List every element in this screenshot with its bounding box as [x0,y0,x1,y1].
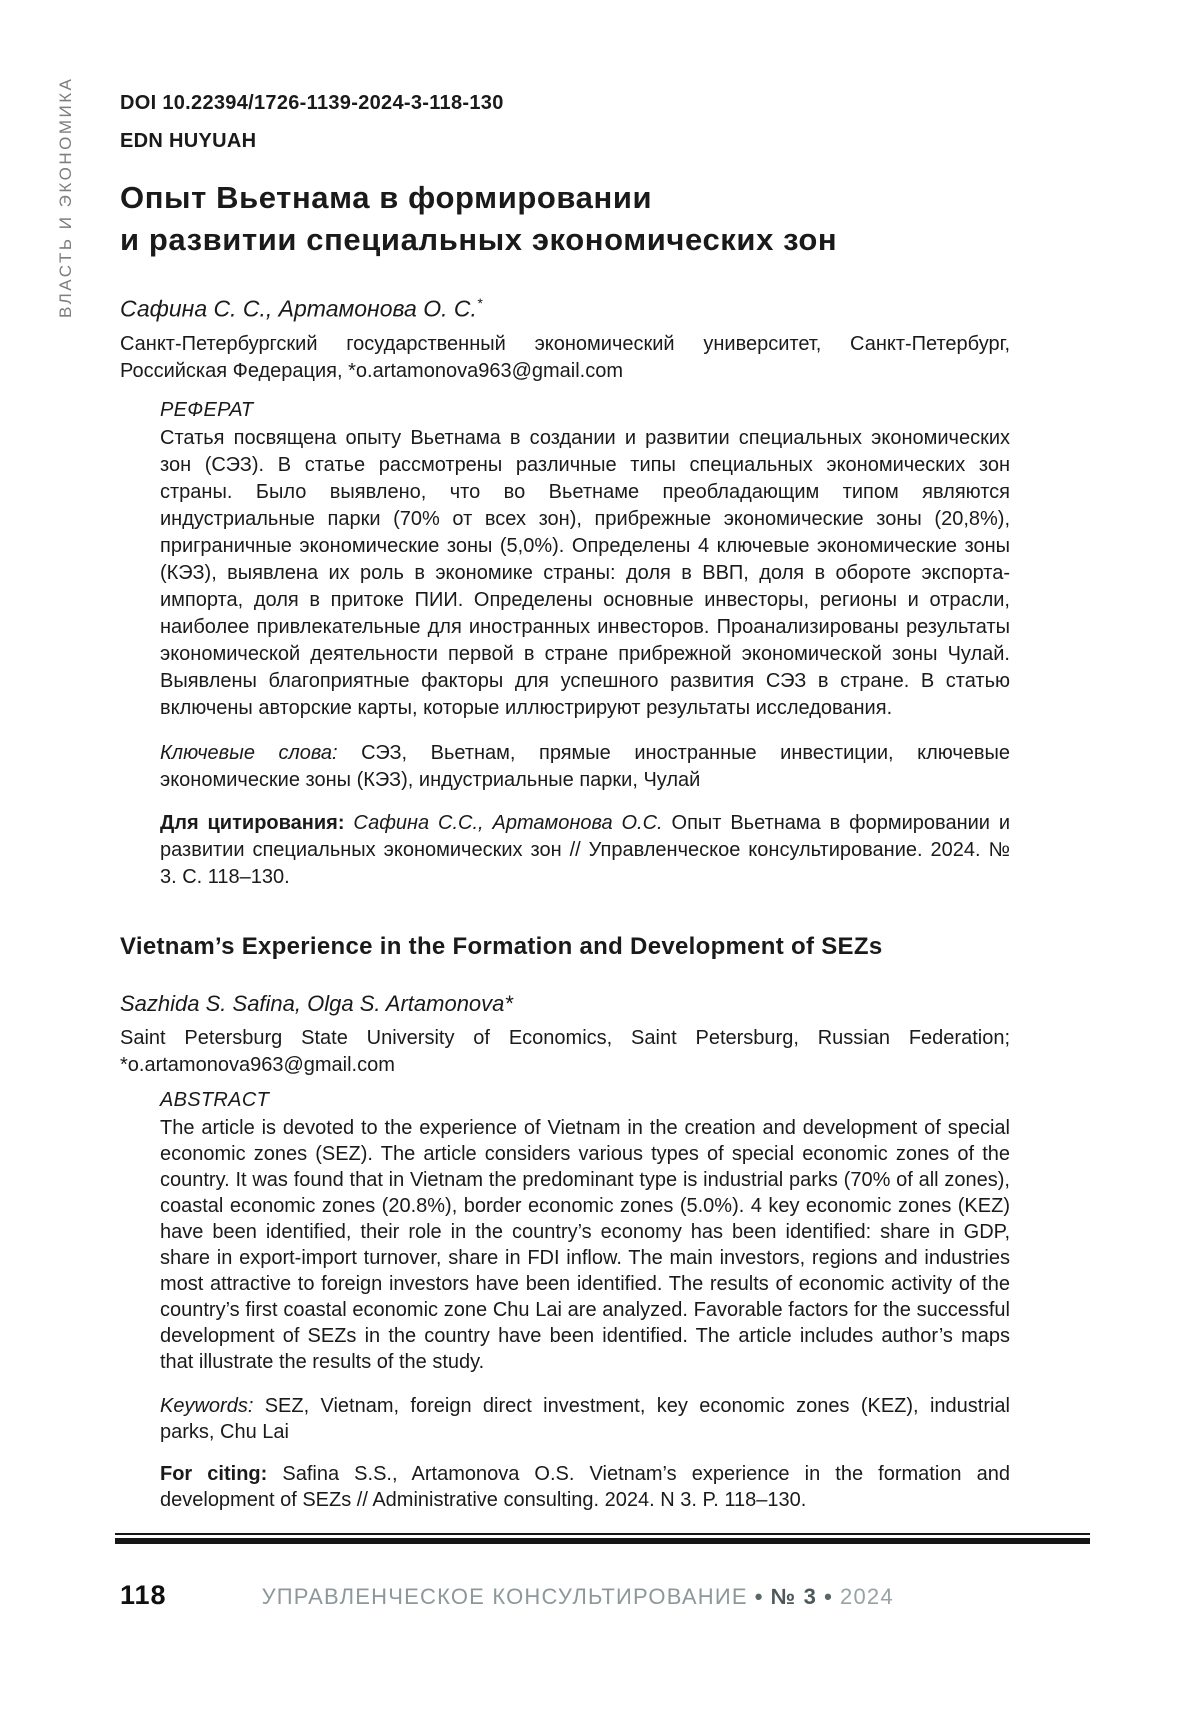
citation-text-ru: Опыт Вьетнама в формировании и развитии специальных экономических зон // Управленческое консультирование. 2024. № 3. С. 118–130. [160,811,1011,888]
authors-ru-asterisk: * [476,295,483,311]
doi-line: DOI 10.22394/1726-1139-2024-3-118-130 [120,92,504,114]
journal-name: УПРАВЛЕНЧЕСКОЕ КОНСУЛЬТИРОВАНИЕ [261,1584,748,1609]
keywords-label-en: Keywords: [160,1394,254,1417]
footer-dot-2: • [824,1584,834,1609]
affiliation-en: Saint Petersburg State University of Economics, Saint Petersburg, Russian Federation; *o.artamonova963@gmail.com [120,1026,1010,1076]
citation-ru [160,810,1010,891]
edn-line: EDN HUYUAH [120,130,257,152]
journal-year: 2024 [840,1584,894,1609]
article-first-page-content [120,0,1010,1544]
abstract-block-en [160,1089,1010,1513]
footer-dot-1: • [754,1584,764,1609]
article-title-en: Vietnam’s Experience in the Formation and Development of SEZs [120,932,883,960]
keywords-text-ru: СЭЗ, Вьетнам, прямые иностранные инвестиции, ключевые экономические зоны (КЭЗ), индустриальные парки, Чулай [160,741,1010,791]
affiliation-ru: Санкт-Петербургский государственный экономический университет, Санкт-Петербург, Российская Федерация, *o.artamonova963@gmail.com [120,332,1010,382]
article-title-ru [120,177,1010,261]
citing-en [160,1461,1010,1513]
citing-text-en: Safina S.S., Artamonova O.S. Vietnam’s experience in the formation and development of SEZs // Administrative consulting. 2024. N 3. P. 118–130. [160,1462,1010,1511]
abstract-heading-ru: РЕФЕРАТ [160,398,254,421]
keywords-ru [160,740,1010,794]
citation-authors-ru: Сафина С.С., Артамонова О.С. [353,811,663,834]
citation-label-ru: Для цитирования: [160,811,345,834]
keywords-label-ru: Ключевые слова: [160,741,338,764]
section-rubric-vertical-label: ВЛАСТЬ И ЭКОНОМИКА [56,76,75,318]
authors-ru-names: Сафина С. С., Артамонова О. С. [120,295,477,322]
page-footer [120,1580,1090,1611]
keywords-en [160,1393,1010,1445]
journal-issue: № 3 [770,1584,818,1609]
journal-footer-line [262,1584,894,1610]
article-title-ru-line2: и развитии специальных экономических зон [120,222,838,257]
abstract-text-ru: Статья посвящена опыту Вьетнама в создании и развитии специальных экономических зон (СЭЗ). В статье рассмотрены различные типы специальных экономических зон страны. Было выявлено, что во Вьетнаме преобладающим типом являются индустриальные парки (70% от всех зон), прибрежные экономические зоны (20,8%), приграничные экономические зоны (5,0%). Определены 4 ключевые экономические зоны (КЭЗ), выявлена их роль в экономике страны: доля в ВВП, доля в обороте экспорта-импорта, доля в притоке ПИИ. Определены основные инвесторы, регионы и отрасли, наиболее привлекательные для иностранных инвесторов. Проанализированы результаты экономической деятельности первой в стране прибрежной экономической зоны Чулай. Выявлены благоприятные факторы для успешного развития СЭЗ в стране. В статью включены авторские карты, которые иллюстрируют результаты исследования. [160,426,1010,719]
abstract-text-en: The article is devoted to the experience of Vietnam in the creation and development of special economic zones (SEZ). The article considers various types of special economic zones of the country. It was found that in Vietnam the predominant type is industrial parks (70% of all zones), coastal economic zones (20.8%), border economic zones (5.0%). 4 key economic zones (KEZ) have been identified, their role in the country’s economy has been identified: share in GDP, share in export-import turnover, share in FDI inflow. The main investors, regions and industries most attractive to foreign investors have been identified. The results of economic activity of the country’s first coastal economic zone Chu Lai are analyzed. Favorable factors for the successful development of SEZs in the country have been identified. The article includes author’s maps that illustrate the results of the study. [160,1116,1010,1373]
abstract-heading-en: ABSTRACT [160,1088,270,1111]
abstract-block-ru [160,399,1010,891]
page-number: 118 [120,1580,167,1610]
citing-label-en: For citing: [160,1462,268,1485]
section-divider-double-rule [115,1533,1090,1544]
authors-en: Sazhida S. Safina, Olga S. Artamonova* [120,990,513,1016]
authors-ru [120,295,1010,323]
keywords-text-en: SEZ, Vietnam, foreign direct investment, key economic zones (KEZ), industrial parks, Chu Lai [160,1394,1010,1443]
article-title-ru-line1: Опыт Вьетнама в формировании [120,180,653,215]
